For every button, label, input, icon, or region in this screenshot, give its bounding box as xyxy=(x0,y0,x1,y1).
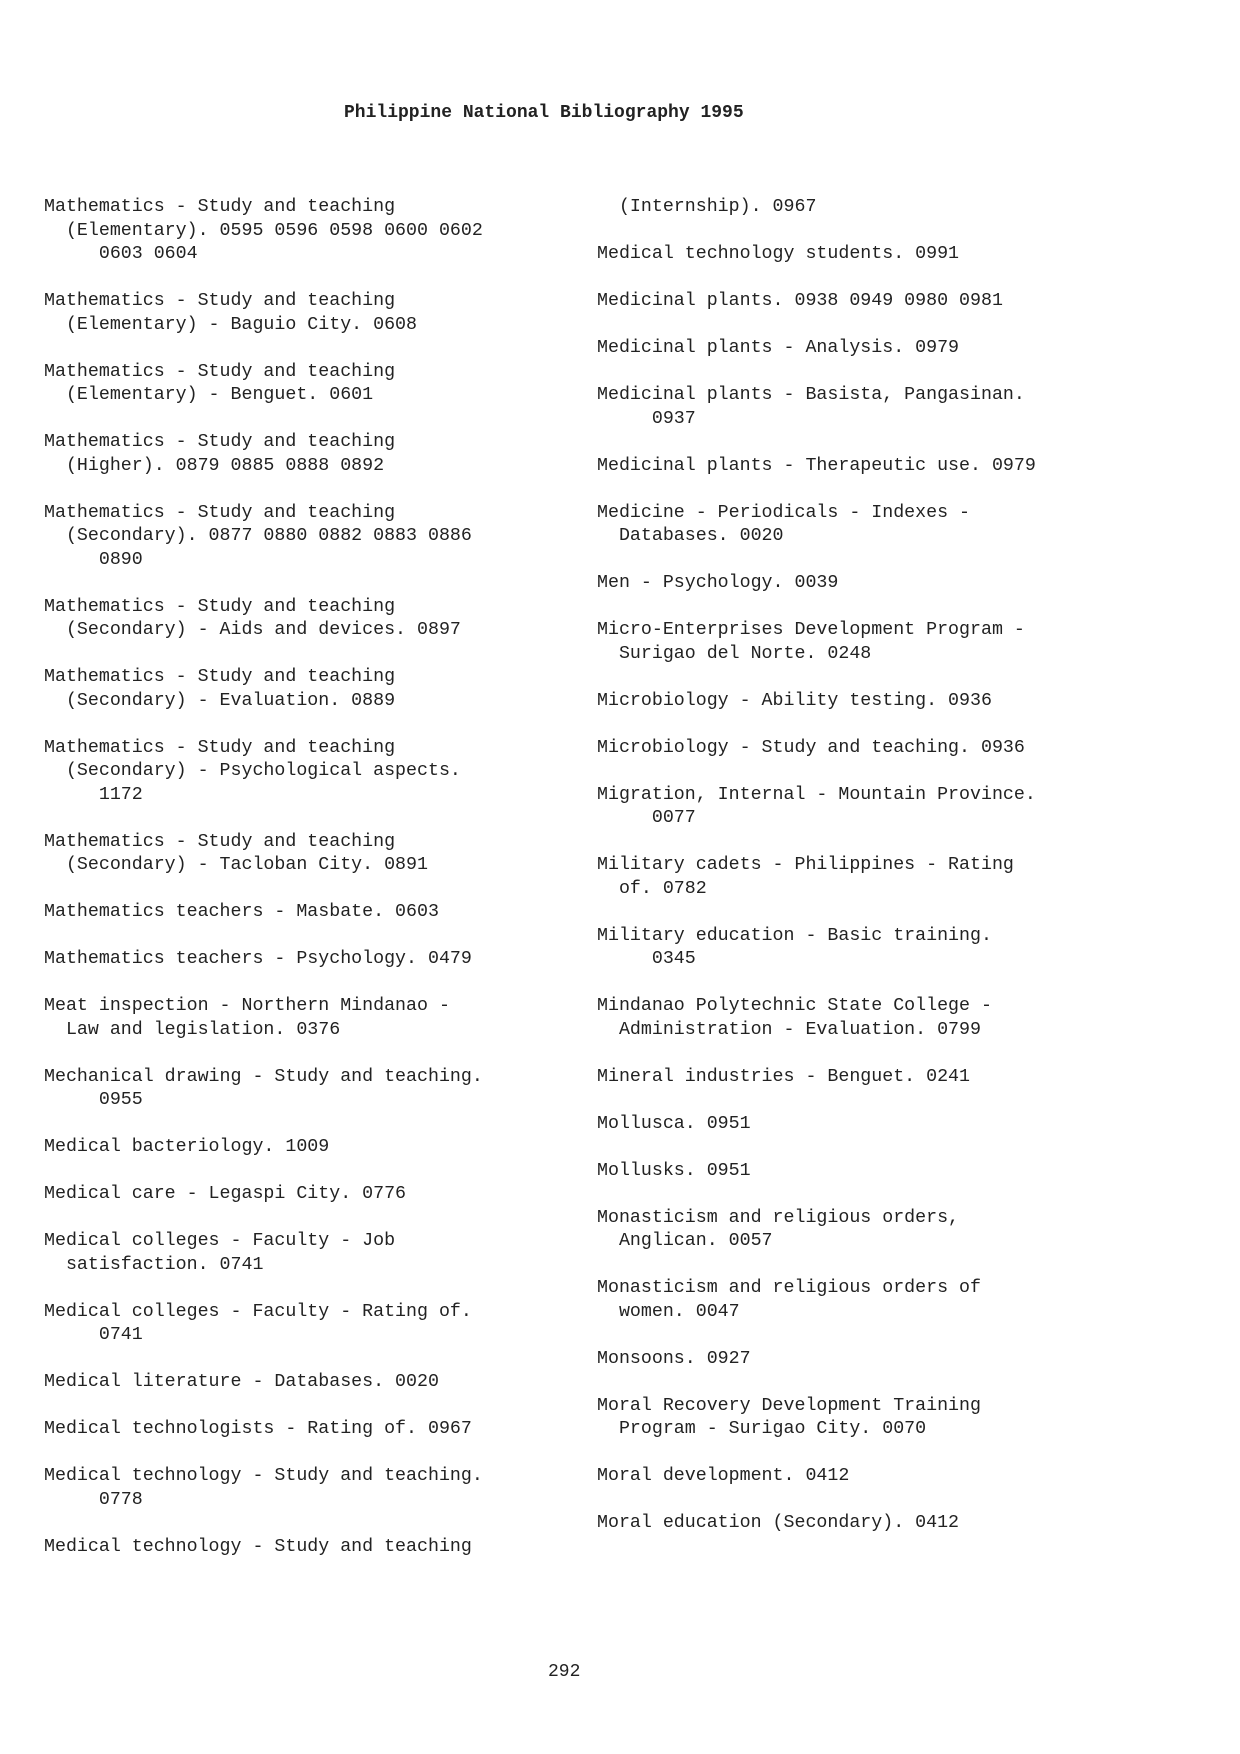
index-entry: Mathematics - Study and teaching (Elementary) - Benguet. 0601 xyxy=(44,361,396,405)
index-entry: Medicinal plants. 0938 0949 0980 0981 xyxy=(597,291,1003,311)
index-entry: Mathematics teachers - Psychology. 0479 xyxy=(44,949,472,969)
index-column-left xyxy=(44,196,594,1583)
index-entry: Mindanao Polytechnic State College - Administration - Evaluation. 0799 xyxy=(597,996,992,1040)
index-entry: Medical technologists - Rating of. 0967 xyxy=(44,1419,472,1439)
index-entry: Moral development. 0412 xyxy=(597,1466,850,1486)
index-entry: Medical colleges - Faculty - Rating of. 0741 xyxy=(44,1301,472,1345)
index-entry: Micro-Enterprises Development Program - Surigao del Norte. 0248 xyxy=(597,620,1025,664)
index-entry: Mathematics - Study and teaching (Secondary) - Psychological aspects. 1172 xyxy=(44,737,461,805)
index-entry: Medicine - Periodicals - Indexes - Databases. 0020 xyxy=(597,502,970,546)
index-entry: Mathematics - Study and teaching (Secondary). 0877 0880 0882 0883 0886 0890 xyxy=(44,502,472,570)
index-entry: Medical literature - Databases. 0020 xyxy=(44,1372,439,1392)
index-entry: Mathematics - Study and teaching (Elementary). 0595 0596 0598 0600 0602 0603 0604 xyxy=(44,197,483,264)
index-entry: Moral Recovery Development Training Program - Surigao City. 0070 xyxy=(597,1395,981,1439)
index-entry: Medicinal plants - Analysis. 0979 xyxy=(597,338,960,358)
index-entry: Monasticism and religious orders of women. 0047 xyxy=(597,1278,981,1322)
index-entry: Medical technology - Study and teaching xyxy=(44,1536,472,1557)
index-entry: Mathematics - Study and teaching (Elementary) - Baguio City. 0608 xyxy=(44,291,417,335)
page-title: Philippine National Bibliography 1995 xyxy=(344,103,744,123)
index-entry: Medicinal plants - Basista, Pangasinan. 0937 xyxy=(597,385,1025,429)
index-entry: Moral education (Secondary). 0412 xyxy=(597,1513,960,1533)
index-entry-continuation: (Internship). 0967 xyxy=(597,197,817,217)
index-entry: Microbiology - Ability testing. 0936 xyxy=(597,690,992,711)
index-entry: Mollusks. 0951 xyxy=(597,1160,751,1181)
index-entry: Medical care - Legaspi City. 0776 xyxy=(44,1184,407,1204)
index-entry: Medical technology - Study and teaching. 0778 xyxy=(44,1466,483,1510)
index-entry: Mathematics - Study and teaching (Secondary) - Tacloban City. 0891 xyxy=(44,831,428,875)
index-entry: Medical bacteriology. 1009 xyxy=(44,1137,330,1157)
index-entry: Military education - Basic training. 0345 xyxy=(597,925,992,969)
index-entry: Monsoons. 0927 xyxy=(597,1348,751,1369)
index-entry: Mathematics teachers - Masbate. 0603 xyxy=(44,902,439,922)
index-entry: Mineral industries - Benguet. 0241 xyxy=(597,1066,970,1087)
index-entry: Medical technology students. 0991 xyxy=(597,244,960,264)
index-entry: Medical colleges - Faculty - Job satisfaction. 0741 xyxy=(44,1231,396,1275)
page-number: 292 xyxy=(548,1662,581,1682)
index-entry: Men - Psychology. 0039 xyxy=(597,573,839,593)
index-entry: Migration, Internal - Mountain Province. 0077 xyxy=(597,784,1036,828)
index-entry: Mathematics - Study and teaching (Higher). 0879 0885 0888 0892 xyxy=(44,432,396,476)
index-entry: Meat inspection - Northern Mindanao - Law and legislation. 0376 xyxy=(44,996,450,1040)
index-entry: Mechanical drawing - Study and teaching. 0955 xyxy=(44,1066,483,1110)
index-entry: Mathematics - Study and teaching (Secondary) - Evaluation. 0889 xyxy=(44,667,396,711)
index-entry: Monasticism and religious orders, Anglican. 0057 xyxy=(597,1207,960,1251)
index-entry: Military cadets - Philippines - Rating of. 0782 xyxy=(597,855,1014,899)
index-entry: Microbiology - Study and teaching. 0936 xyxy=(597,737,1025,758)
index-entry: Mathematics - Study and teaching (Secondary) - Aids and devices. 0897 xyxy=(44,596,461,640)
index-entry: Medicinal plants - Therapeutic use. 0979 xyxy=(597,455,1036,476)
index-column-right xyxy=(597,196,1197,1559)
index-entry: Mollusca. 0951 xyxy=(597,1113,751,1134)
